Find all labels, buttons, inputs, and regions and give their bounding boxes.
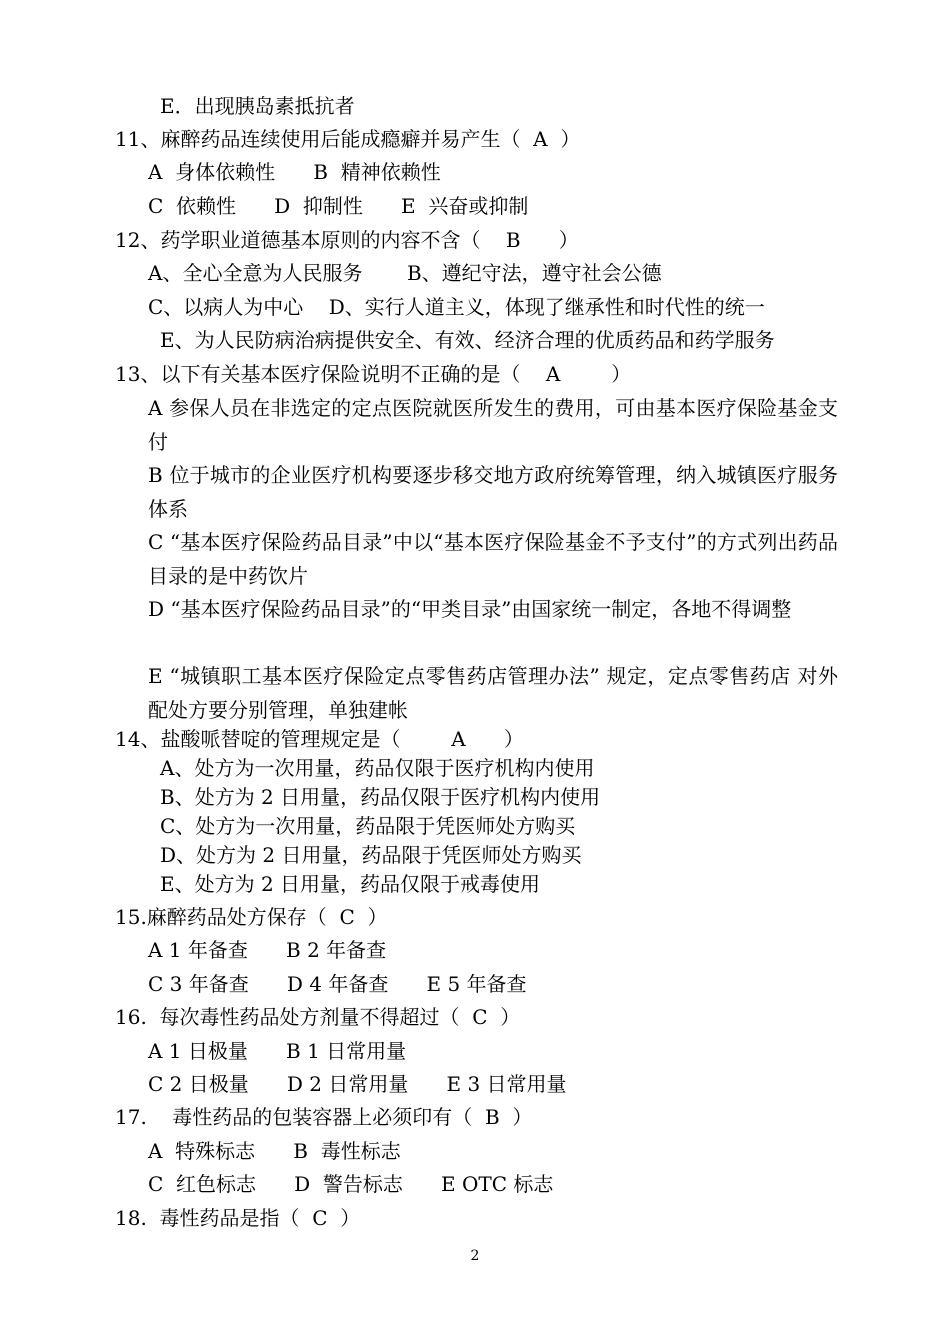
question-17: 17. 毒性药品的包装容器上必须印有（ B ） [115, 1105, 533, 1129]
question-12: 12、药学职业道德基本原则的内容不含（ B ） [115, 228, 579, 252]
option-13e: E “城镇职工基本医疗保险定点零售药店管理办法” 规定，定点零售药店 对外配处方要分别管理，单独建帐 [148, 664, 838, 722]
option-14b: B、处方为 2 日用量，药品仅限于医疗机构内使用 [160, 785, 601, 809]
options-17-cde: C 红色标志 D 警告标志 E OTC 标志 [148, 1172, 554, 1196]
option-14e: E、处方为 2 日用量，药品仅限于戒毒使用 [160, 872, 541, 896]
question-11: 11、麻醉药品连续使用后能成瘾癖并易产生（ A ） [115, 127, 581, 151]
question-13: 13、以下有关基本医疗保险说明不正确的是（ A ） [115, 362, 632, 386]
options-16-cde: C 2 日极量 D 2 日常用量 E 3 日常用量 [148, 1072, 567, 1096]
question-15: 15.麻醉药品处方保存（ C ） [115, 905, 388, 929]
options-11-cde: C 依赖性 D 抑制性 E 兴奋或抑制 [148, 194, 529, 218]
options-11-ab: A 身体依赖性 B 精神依赖性 [148, 160, 441, 184]
options-17-ab: A 特殊标志 B 毒性标志 [148, 1139, 401, 1163]
question-16: 16. 每次毒性药品处方剂量不得超过（ C ） [115, 1005, 521, 1029]
option-10e: E．出现胰岛素抵抗者 [160, 94, 355, 118]
options-12-cd: C、以病人为中心 D、实行人道主义，体现了继承性和时代性的统一 [148, 295, 765, 319]
page-number: 2 [470, 1248, 480, 1264]
option-14a: A、处方为一次用量，药品仅限于医疗机构内使用 [160, 756, 595, 780]
option-14d: D、处方为 2 日用量，药品限于凭医师处方购买 [160, 843, 582, 867]
question-18: 18. 毒性药品是指（ C ） [115, 1206, 361, 1230]
option-13d: D “基本医疗保险药品目录”的“甲类目录”由国家统一制定，各地不得调整 [148, 597, 792, 621]
option-13a: A 参保人员在非选定的定点医院就医所发生的费用，可由基本医疗保险基金支付 [148, 396, 838, 454]
option-12e: E、为人民防病治病提供安全、有效、经济合理的优质药品和药学服务 [160, 328, 775, 352]
options-15-ab: A 1 年备查 B 2 年备查 [148, 938, 387, 962]
options-12-ab: A、全心全意为人民服务 B、遵纪守法，遵守社会公德 [148, 261, 662, 285]
options-16-ab: A 1 日极量 B 1 日常用量 [148, 1039, 407, 1063]
option-14c: C、处方为一次用量，药品限于凭医师处方购买 [160, 814, 576, 838]
options-15-cde: C 3 年备查 D 4 年备查 E 5 年备查 [148, 972, 527, 996]
question-14: 14、盐酸哌替啶的管理规定是（ A ） [115, 727, 524, 751]
option-13c: C “基本医疗保险药品目录”中以“基本医疗保险基金不予支付”的方式列出药品目录的是中药饮片 [148, 530, 838, 588]
option-13b: B 位于城市的企业医疗机构要逐步移交地方政府统筹管理，纳入城镇医疗服务体系 [148, 463, 838, 521]
